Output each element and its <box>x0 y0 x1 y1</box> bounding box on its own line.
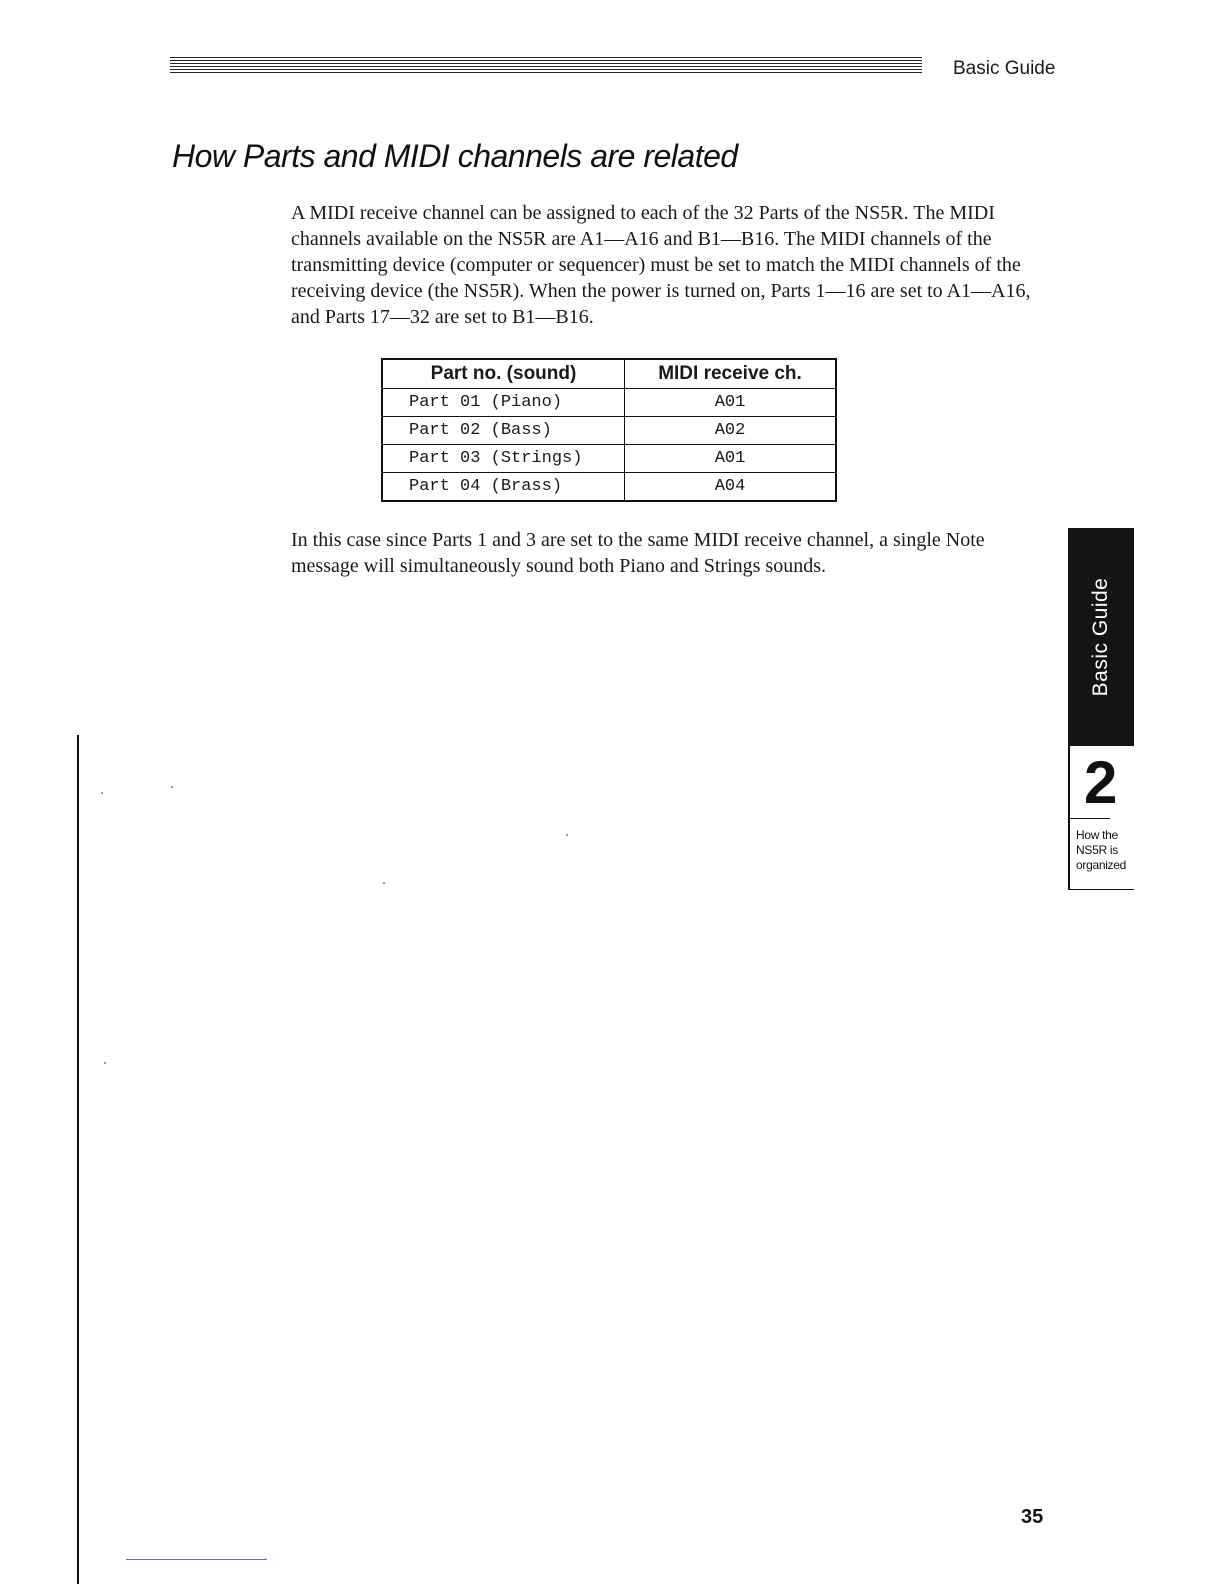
scan-speck <box>171 786 173 788</box>
scan-speck <box>383 882 385 884</box>
part-cell: Part 01 (Piano) <box>382 389 625 417</box>
part-cell: Part 04 (Brass) <box>382 473 625 502</box>
channel-cell: A01 <box>625 445 837 473</box>
part-channel-table <box>381 358 837 502</box>
scan-speck <box>566 834 568 836</box>
chapter-caption: How the NS5R is organized <box>1076 828 1127 872</box>
header-channel: MIDI receive ch. <box>625 359 837 389</box>
note-paragraph: In this case since Parts 1 and 3 are set to the same MIDI receive channel, a single Note message will simultaneously sound both Piano and Strings sounds. <box>291 529 985 577</box>
page-number: 35 <box>1021 1506 1044 1528</box>
scan-speck <box>104 1062 106 1064</box>
table-row <box>382 445 836 473</box>
intro-paragraph: A MIDI receive channel can be assigned to each of the 32 Parts of the NS5R. The MIDI channels available on the NS5R are A1—A16 and B1—B16. The MIDI channels of the transmitting device (computer or sequencer) must be set to match the MIDI channels of the receiving device (the NS5R). When the power is turned on, Parts 1—16 are set to A1—A16, and Parts 17—32 are set to B1—B16. <box>291 202 1031 328</box>
table-row <box>382 417 836 445</box>
header-part: Part no. (sound) <box>382 359 625 389</box>
scan-speck <box>101 792 103 794</box>
running-header: Basic Guide <box>953 58 1056 79</box>
chapter-number: 2 <box>1084 749 1118 816</box>
part-cell: Part 02 (Bass) <box>382 417 625 445</box>
chapter-marker <box>1068 746 1134 890</box>
table-header-row <box>382 359 836 389</box>
scan-artifact-line <box>126 1559 267 1560</box>
side-tab-label: Basic Guide <box>1089 577 1112 697</box>
section-title: How Parts and MIDI channels are related <box>172 138 738 174</box>
chapter-divider <box>1070 818 1110 819</box>
side-tab <box>1068 528 1134 746</box>
binding-edge-line <box>77 735 79 1584</box>
channel-cell: A04 <box>625 473 837 502</box>
channel-cell: A01 <box>625 389 837 417</box>
table-row <box>382 389 836 417</box>
table-row <box>382 473 836 502</box>
part-cell: Part 03 (Strings) <box>382 445 625 473</box>
channel-cell: A02 <box>625 417 837 445</box>
header-rules <box>170 57 922 77</box>
